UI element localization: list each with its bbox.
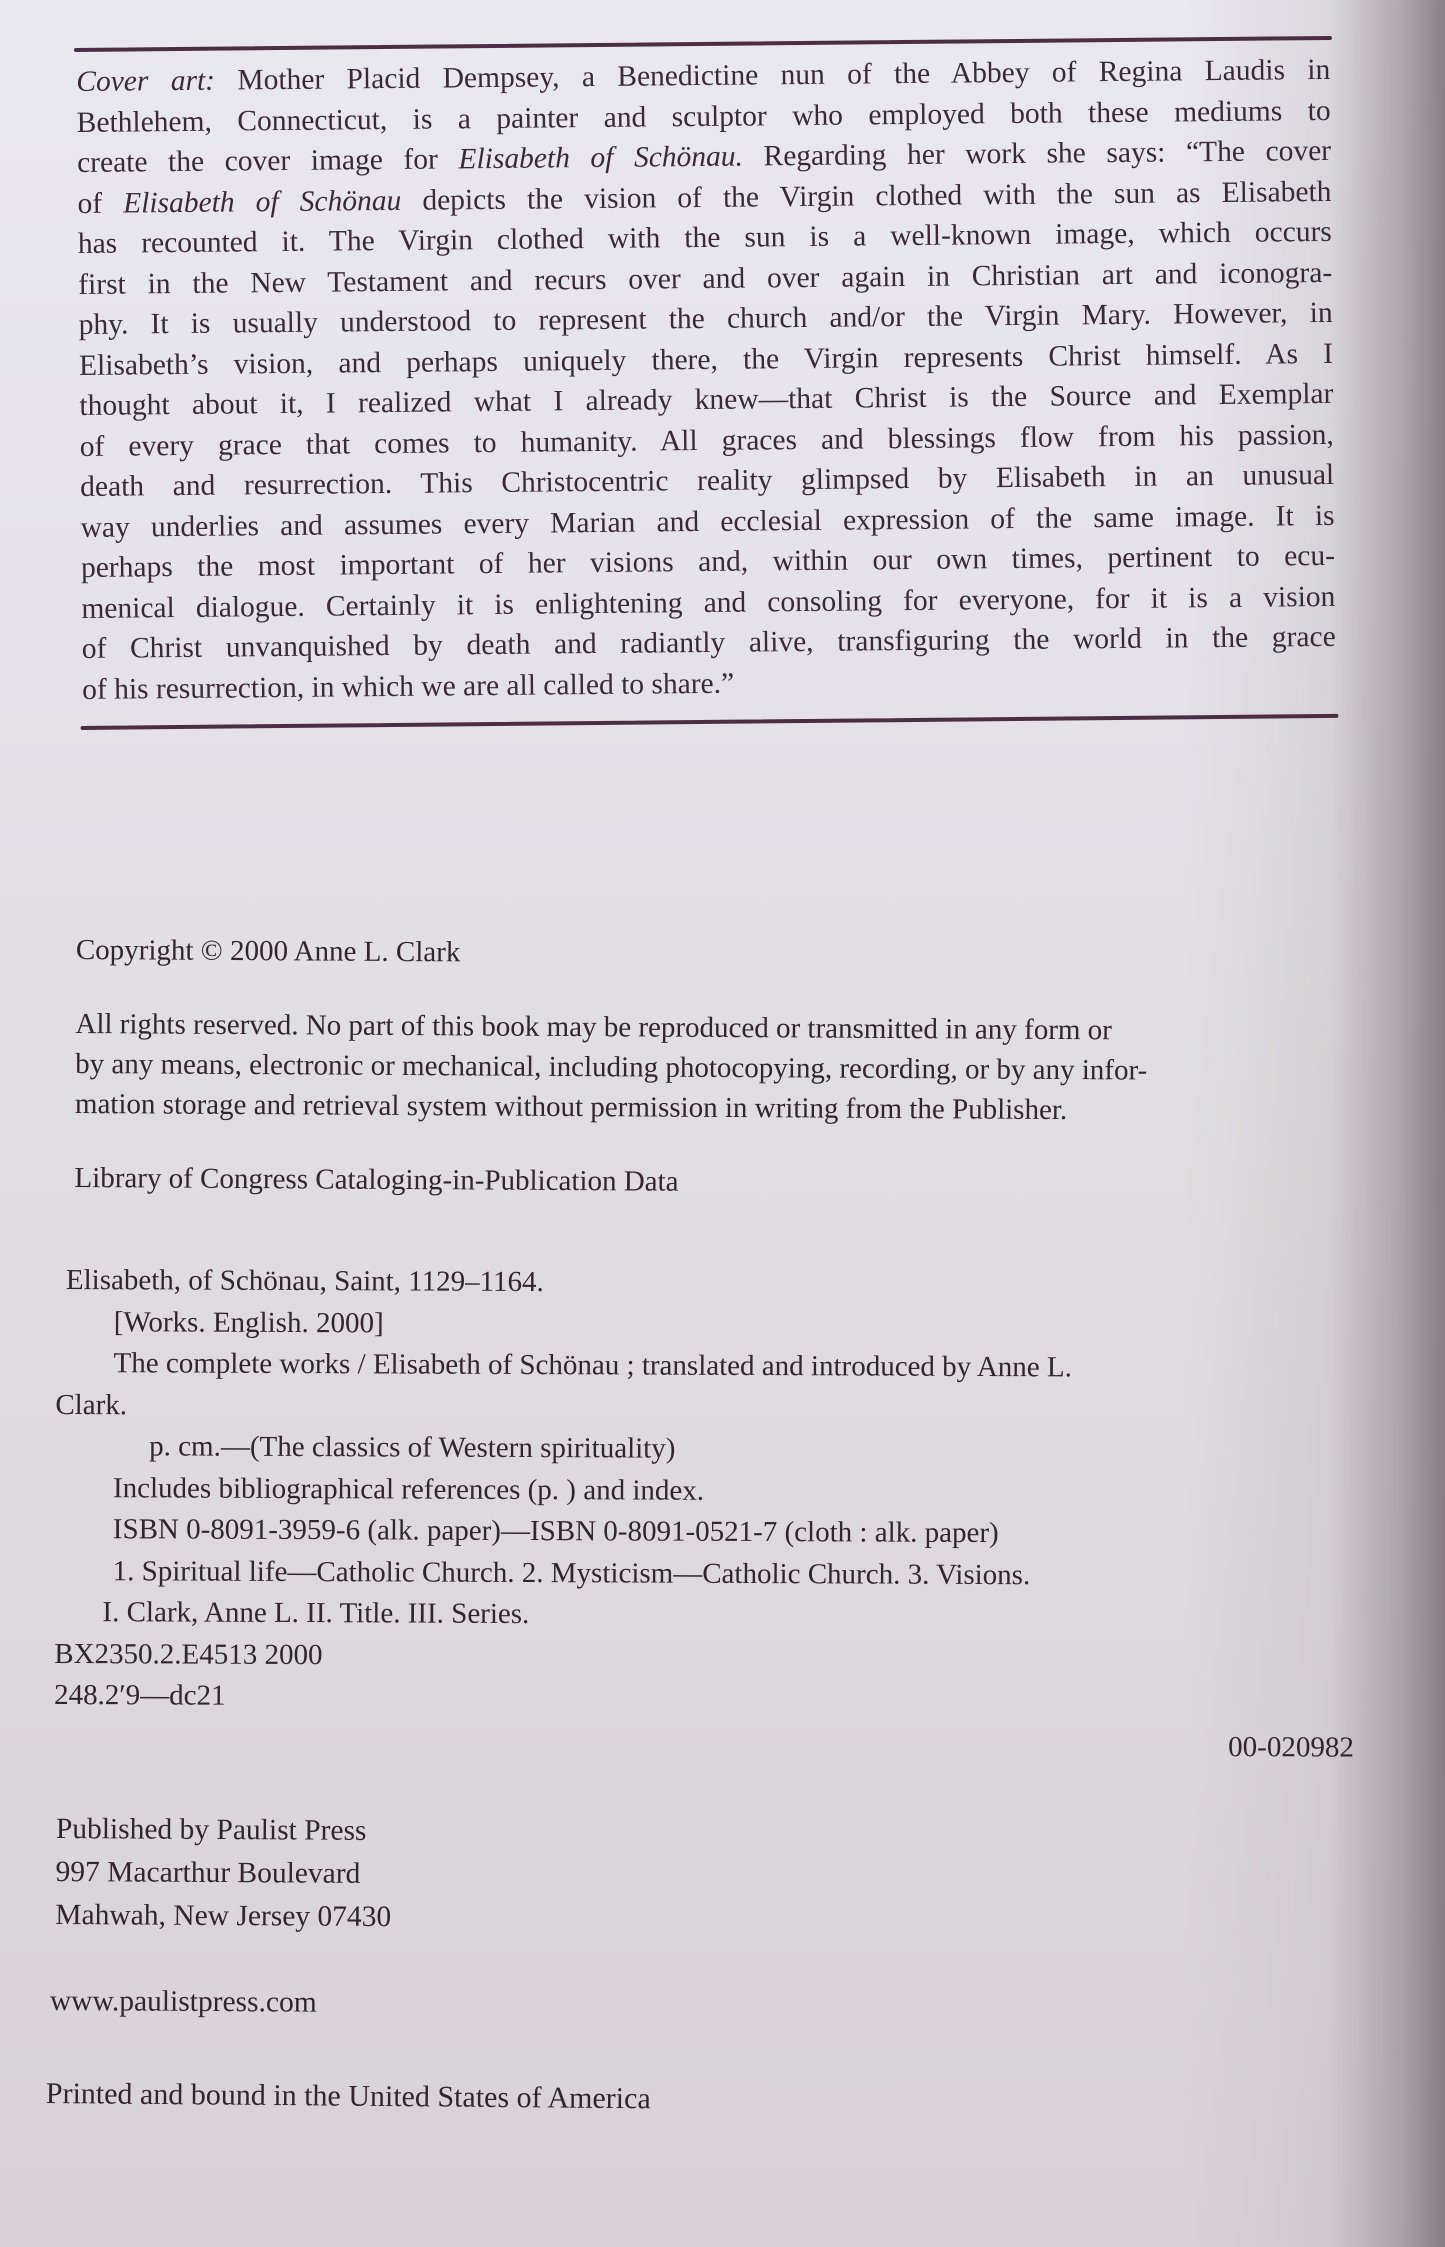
cover-art-line: menical dialogue. Certainly it is enlightening and consoling for everyone, for it is a vision <box>81 580 1336 625</box>
cover-art-line: death and resurrection. This Christocentric reality glimpsed by Elisabeth in an unusual <box>80 458 1335 503</box>
book-title-italic: Elisabeth of Schönau. <box>458 140 744 176</box>
cip-isbn: ISBN 0-8091-3959-6 (alk. paper)—ISBN 0-8091-0521-7 (cloth : alk. paper) <box>112 1513 999 1550</box>
cip-subjects: 1. Spiritual life—Catholic Church. 2. Mysticism—Catholic Church. 3. Visions. <box>112 1554 1031 1591</box>
publisher-city: Mahwah, New Jersey 07430 <box>55 1898 392 1934</box>
cip-main-entry: Elisabeth, of Schönau, Saint, 1129–1164. <box>65 1264 544 1299</box>
cover-art-line: create the cover image for Elisabeth of Schönau. Regarding her work she says: “The cover <box>76 134 1332 179</box>
cover-art-line: phy. It is usually understood to represent the church and/or the Virgin Mary. However, in <box>78 296 1333 341</box>
cip-dewey-classification: 248.2′9—dc21 <box>54 1678 226 1712</box>
cip-uniform-title: [Works. English. 2000] <box>113 1305 384 1339</box>
publisher-website: www.paulistpress.com <box>49 1985 317 2019</box>
cover-art-line: way underlies and assumes every Marian and ecclesial expression of the same image. It is <box>80 499 1335 544</box>
cover-art-line: Elisabeth’s vision, and perhaps uniquely there, the Virgin represents Christ himself. As I <box>78 337 1334 382</box>
cip-lc-classification: BX2350.2.E4513 2000 <box>54 1637 323 1671</box>
cover-art-line: first in the New Testament and recurs over and over again in Christian art and iconogra- <box>78 256 1333 301</box>
cip-heading: Library of Congress Cataloging-in-Publication Data <box>74 1161 679 1198</box>
cover-art-line: has recounted it. The Virgin clothed with the sun is a well-known image, which occurs <box>77 215 1332 260</box>
cip-title-statement: The complete works / Elisabeth of Schönau ; translated and introduced by Anne L. <box>113 1347 1072 1384</box>
cip-added-entries: I. Clark, Anne L. II. Title. III. Series. <box>102 1596 530 1631</box>
rights-line: mation storage and retrieval system without permission in writing from the Publisher. <box>74 1087 1068 1127</box>
book-title-italic: Elisabeth of Schönau <box>123 184 402 220</box>
cip-record <box>54 1260 1356 1764</box>
printed-in-statement: Printed and bound in the United States of America <box>45 2077 651 2116</box>
publisher-address <box>55 1808 956 1942</box>
cover-art-box <box>74 36 1338 730</box>
cover-art-line: of his resurrection, in which we are all called to share.” <box>82 667 735 706</box>
cip-notes: Includes bibliographical references (p. ) and index. <box>112 1471 705 1507</box>
rights-line: by any means, electronic or mechanical, including photocopying, recording, or by any infor- <box>75 1047 1148 1087</box>
bottom-rule <box>81 714 1339 730</box>
cover-art-line: thought about it, I realized what I already knew—that Christ is the Source and Exemplar <box>79 377 1334 422</box>
rights-line: All rights reserved. No part of this book may be reproduced or transmitted in any form or <box>75 1007 1112 1047</box>
rights-statement <box>75 1004 1346 1132</box>
cip-title-continuation: Clark. <box>55 1388 128 1421</box>
cover-art-label: Cover art: <box>76 64 216 98</box>
cip-lccn: 00-020982 <box>1228 1731 1354 1764</box>
cover-art-paragraph <box>74 50 1338 710</box>
cover-art-line: Cover art: Mother Placid Dempsey, a Benedictine nun of the Abbey of Regina Laudis in <box>76 53 1331 98</box>
cip-physical-description: p. cm.—(The classics of Western spirituality) <box>149 1430 676 1465</box>
publisher-name: Published by Paulist Press <box>55 1812 367 1847</box>
publisher-street: 997 Macarthur Boulevard <box>55 1855 361 1890</box>
cover-art-line: perhaps the most important of her visions and, within our own times, pertinent to ecu- <box>80 539 1336 584</box>
cover-art-line: of every grace that comes to humanity. All graces and blessings flow from his passion, <box>79 418 1334 463</box>
cover-art-line: of Elisabeth of Schönau depicts the vision of the Virgin clothed with the sun as Elisabeth <box>77 175 1332 220</box>
cover-art-line: of Christ unvanquished by death and radiantly alive, transfiguring the world in the grace <box>81 620 1336 665</box>
top-rule <box>74 36 1332 52</box>
copyright-section <box>74 930 1346 1250</box>
copyright-notice: Copyright © 2000 Anne L. Clark <box>75 933 461 969</box>
cover-art-line: Bethlehem, Connecticut, is a painter and sculptor who employed both these mediums to <box>76 94 1331 139</box>
